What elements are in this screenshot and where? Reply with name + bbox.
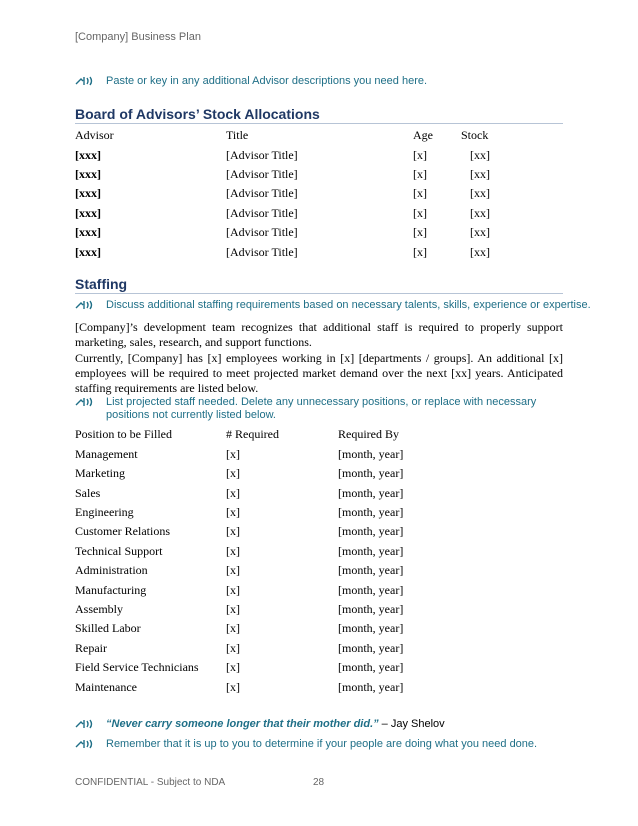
position-count: [x] [226,544,240,558]
quote-author: – Jay Shelov [378,718,445,730]
tip-advisors-text: Paste or key in any additional Advisor descriptions you need here. [106,75,428,87]
staffing-paragraph-2: Currently, [Company] has [x] employees working in [x] [departments / groups]. An additional [x] employees will be required to meet projected market demand over the next [xx] years. Anticipated staffing requirements are listed below. [75,351,563,395]
advisor-age: [x] [413,167,427,181]
position-count: [x] [226,466,240,480]
quote [106,718,566,731]
advisor-title: [Advisor Title] [226,167,298,181]
position-name: Marketing [75,466,125,480]
advisors-heading: Board of Advisors’ Stock Allocations [75,106,320,122]
quote-text: “Never carry someone longer that their mother did.” [106,718,379,730]
position-date: [month, year] [338,524,404,538]
footer-confidential: CONFIDENTIAL - Subject to NDA [75,777,226,788]
page-header: [Company] Business Plan [75,31,201,43]
position-count: [x] [226,660,240,674]
advisor-stock: [xx] [470,148,490,162]
advisor-title: [Advisor Title] [226,245,298,259]
col-header-advisor: Advisor [75,128,114,142]
staffing-heading-rule [75,293,563,294]
col-header-position: Position to be Filled [75,427,173,441]
thumbtack-note-icon [75,75,95,87]
tip-requirements-text: Discuss additional staffing requirements based on necessary talents, skills, experience or expertise. [106,299,591,311]
advisor-name: [xxx] [75,167,101,181]
tip-requirements [75,299,591,312]
position-date: [month, year] [338,680,404,694]
tip-positions-text: List projected staff needed. Delete any unnecessary positions, or replace with necessary positions not currently listed below. [106,396,537,421]
advisor-age: [x] [413,225,427,239]
position-name: Assembly [75,602,123,616]
tip-quote [75,718,575,731]
advisor-age: [x] [413,206,427,220]
position-date: [month, year] [338,447,404,461]
position-name: Customer Relations [75,524,170,538]
advisor-name: [xxx] [75,148,101,162]
col-header-required-by: Required By [338,427,399,441]
advisor-title: [Advisor Title] [226,148,298,162]
position-count: [x] [226,524,240,538]
position-name: Engineering [75,505,134,519]
position-date: [month, year] [338,505,404,519]
position-date: [month, year] [338,583,404,597]
col-header-stock: Stock [461,128,489,142]
position-date: [month, year] [338,466,404,480]
advisor-title: [Advisor Title] [226,206,298,220]
staffing-paragraph-1: [Company]’s development team recognizes that additional staff is required to properly support marketing, sales, research, and support functions. [75,320,563,349]
position-date: [month, year] [338,544,404,558]
position-count: [x] [226,602,240,616]
position-count: [x] [226,447,240,461]
position-count: [x] [226,563,240,577]
col-header-age: Age [413,128,433,142]
position-count: [x] [226,641,240,655]
position-date: [month, year] [338,641,404,655]
tip-advisors [75,75,575,88]
position-count: [x] [226,583,240,597]
thumbtack-note-icon [75,718,95,730]
staffing-heading: Staffing [75,276,128,292]
position-name: Administration [75,563,148,577]
position-count: [x] [226,621,240,635]
advisor-stock: [xx] [470,225,490,239]
advisor-stock: [xx] [470,245,490,259]
position-name: Technical Support [75,544,163,558]
position-count: [x] [226,486,240,500]
thumbtack-note-icon [75,396,95,408]
advisors-heading-rule [75,123,563,124]
advisor-name: [xxx] [75,225,101,239]
position-date: [month, year] [338,621,404,635]
position-name: Repair [75,641,107,655]
col-header-title: Title [226,128,249,142]
advisor-age: [x] [413,148,427,162]
advisor-stock: [xx] [470,186,490,200]
tip-final [75,738,575,751]
tip-final-text: Remember that it is up to you to determine if your people are doing what you need done. [106,738,538,750]
advisor-age: [x] [413,245,427,259]
position-name: Skilled Labor [75,621,141,635]
position-date: [month, year] [338,486,404,500]
position-name: Field Service Technicians [75,660,199,674]
advisor-age: [x] [413,186,427,200]
position-date: [month, year] [338,660,404,674]
advisor-name: [xxx] [75,206,101,220]
advisor-name: [xxx] [75,186,101,200]
position-count: [x] [226,505,240,519]
advisor-title: [Advisor Title] [226,186,298,200]
advisor-stock: [xx] [470,167,490,181]
position-date: [month, year] [338,563,404,577]
advisor-name: [xxx] [75,245,101,259]
position-name: Maintenance [75,680,137,694]
position-count: [x] [226,680,240,694]
position-name: Management [75,447,138,461]
position-date: [month, year] [338,602,404,616]
advisor-stock: [xx] [470,206,490,220]
position-name: Sales [75,486,101,500]
thumbtack-note-icon [75,299,95,311]
tip-positions [75,396,575,422]
thumbtack-note-icon [75,738,95,750]
footer-page-number: 28 [313,777,325,788]
advisor-title: [Advisor Title] [226,225,298,239]
position-name: Manufacturing [75,583,147,597]
col-header-required: # Required [226,427,279,441]
